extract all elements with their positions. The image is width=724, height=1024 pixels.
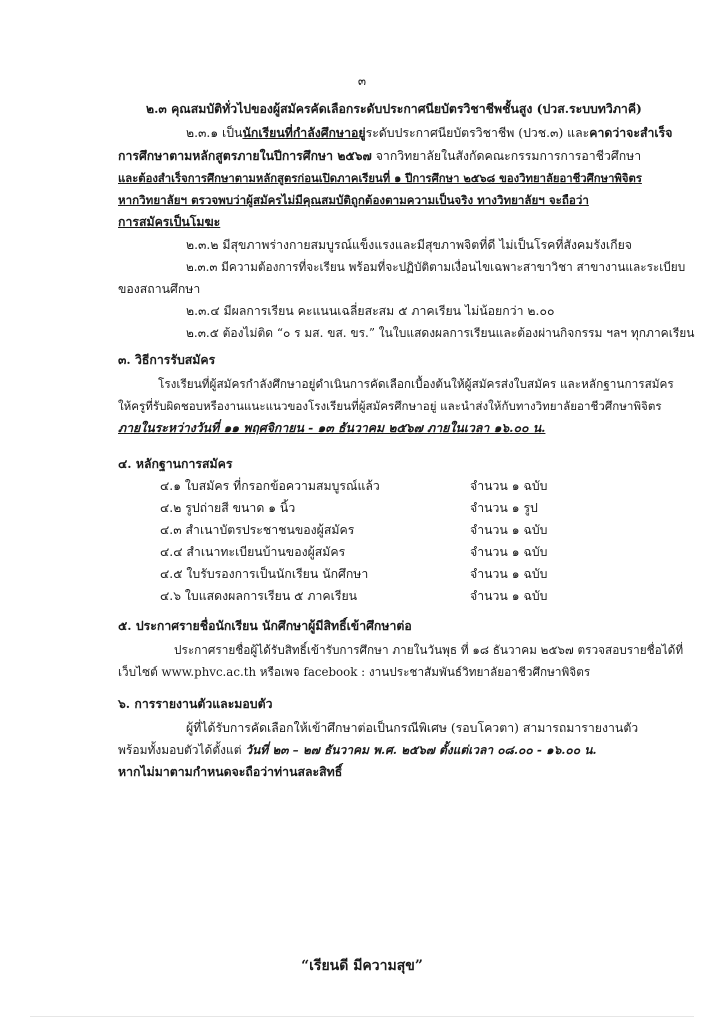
item-2-3-5: ๒.๓.๕ ต้องไม่ติด “๐ ร มส. ขส. ขร.” ในใบแสดงผลการเรียนและต้องผ่านกิจกรรม ฯลฯ ทุกภาคเรียน [186,326,695,340]
section-6-line3: หากไม่มาตามกำหนดจะถือว่าท่านสละสิทธิ์ [118,764,343,779]
document-item-label: ๔.๑ ใบสมัคร ที่กรอกข้อความสมบูรณ์แล้ว [160,479,380,493]
document-item-qty: จำนวน ๑ ฉบับ [470,567,548,581]
document-item-label: ๔.๒ รูปถ่ายสี ขนาด ๑ นิ้ว [160,501,296,515]
document-item-qty: จำนวน ๑ ฉบับ [470,589,548,603]
document-item-qty: จำนวน ๑ ฉบับ [470,523,548,537]
section-6-heading: ๖. การรายงานตัวและมอบตัว [118,696,273,711]
item-2-3-3-line1: ๒.๓.๓ มีความต้องการที่จะเรียน พร้อมที่จะปฏิบัติตามเงื่อนไขเฉพาะสาขาวิชา สาขางานและระเบียบ [186,260,686,274]
document-item-label: ๔.๓ สำเนาบัตรประชาชนของผู้สมัคร [160,523,355,537]
section-3-deadline: ภายในระหว่างวันที่ ๑๑ พฤศจิกายน - ๑๓ ธันวาคม ๒๕๖๗ ภายในเวลา ๑๖.๐๐ น. [118,420,546,435]
section-5-line2: เว็บไซต์ www.phvc.ac.th หรือเพจ facebook : งานประชาสัมพันธ์วิทยาลัยอาชีวศึกษาพิจิตร [118,665,591,679]
page-edge-divider [30,1016,694,1017]
document-item-qty: จำนวน ๑ รูป [470,501,538,515]
item-2-3-1-emphasis-student: นักเรียนที่กำลังศึกษาอยู่ [242,125,366,140]
item-2-3-4: ๒.๓.๔ มีผลการเรียน คะแนนเฉลี่ยสะสม ๕ ภาคเรียน ไม่น้อยกว่า ๒.๐๐ [186,304,555,318]
item-2-3-1-line4: หากวิทยาลัยฯ ตรวจพบว่าผู้สมัครไม่มีคุณสมบัติถูกต้องตามความเป็นจริง ทางวิทยาลัยฯ จะถือว่า [118,193,589,207]
item-2-3-2: ๒.๓.๒ มีสุขภาพร่างกายสมบูรณ์แข็งแรงและมีสุขภาพจิตที่ดี ไม่เป็นโรคที่สังคมรังเกียจ [186,238,632,252]
section-3-line1: โรงเรียนที่ผู้สมัครกำลังศึกษาอยู่ดำเนินการคัดเลือกเบื้องต้นให้ผู้สมัครส่งใบสมัคร และหลักฐานการสมัคร [158,377,674,391]
item-2-3-1-line1 [186,125,672,141]
document-item-label: ๔.๕ ใบรับรองการเป็นนักเรียน นักศึกษา [160,567,369,581]
item-2-3-1-line3: และต้องสำเร็จการศึกษาตามหลักสูตรก่อนเปิดภาคเรียนที่ ๑ ปีการศึกษา ๒๕๖๘ ของวิทยาลัยอาชีวศึกษาพิจิตร [118,171,642,185]
section-3-heading: ๓. วิธีการรับสมัคร [118,352,216,367]
document-item-label: ๔.๖ ใบแสดงผลการเรียน ๕ ภาคเรียน [160,589,358,603]
document-item-qty: จำนวน ๑ ฉบับ [470,479,548,493]
section-6-line1: ผู้ที่ได้รับการคัดเลือกให้เข้าศึกษาต่อเป็นกรณีพิเศษ (รอบโควตา) สามารถมารายงานตัว [186,721,639,735]
item-2-3-1-emphasis-expected: คาดว่าจะสำเร็จ [589,125,673,140]
item-2-3-1-text-a: ๒.๓.๑ เป็น [186,126,243,140]
item-2-3-3-line2: ของสถานศึกษา [118,282,201,296]
section-4-heading: ๔. หลักฐานการสมัคร [118,456,233,471]
section-5-line1: ประกาศรายชื่อผู้ได้รับสิทธิ์เข้ารับการศึกษา ภายในวันพุธ ที่ ๑๘ ธันวาคม ๒๕๖๗ ตรวจสอบรายชื่อได้ที่ [174,643,684,657]
section-5-heading: ๕. ประกาศรายชื่อนักเรียน นักศึกษาผู้มีสิทธิ์เข้าศึกษาต่อ [118,618,412,633]
item-2-3-1-line5: การสมัครเป็นโมฆะ [118,214,221,229]
page-number: ๓ [357,74,367,88]
section-6-report-dates: วันที่ ๒๓ – ๒๗ ธันวาคม พ.ศ. ๒๕๖๗ ตั้งแต่เวลา ๐๘.๐๐ - ๑๖.๐๐ น. [245,743,597,757]
section-6-line2 [118,742,597,758]
item-2-3-1-emphasis-curriculum: การศึกษาตามหลักสูตรภายในปีการศึกษา ๒๕๖๗ [118,148,372,163]
section-6-line2-text: พร้อมทั้งมอบตัวได้ตั้งแต่ [118,743,246,757]
item-2-3-1-text-c: ระดับประกาศนียบัตรวิชาชีพ (ปวช.๓) และ [365,126,590,140]
footer-motto: “เรียนดี มีความสุข” [301,958,423,974]
document-item-qty: จำนวน ๑ ฉบับ [470,545,548,559]
section-3-line2: ให้ครูที่รับผิดชอบหรืองานแนะแนวของโรงเรียนที่ผู้สมัครศึกษาอยู่ และนำส่งให้กับทางวิทยาลัยอาชีวศึกษาพิจิตร [118,399,662,413]
item-2-3-1-text-from: จากวิทยาลัยในสังกัดคณะกรรมการการอาชีวศึกษา [371,149,642,163]
document-item-label: ๔.๔ สำเนาทะเบียนบ้านของผู้สมัคร [160,545,346,559]
item-2-3-1-line2 [118,148,641,164]
section-2-3-heading: ๒.๓ คุณสมบัติทั่วไปของผู้สมัครคัดเลือกระดับประกาศนียบัตรวิชาชีพชั้นสูง (ปวส.ระบบทวิภาคี) [146,101,642,116]
